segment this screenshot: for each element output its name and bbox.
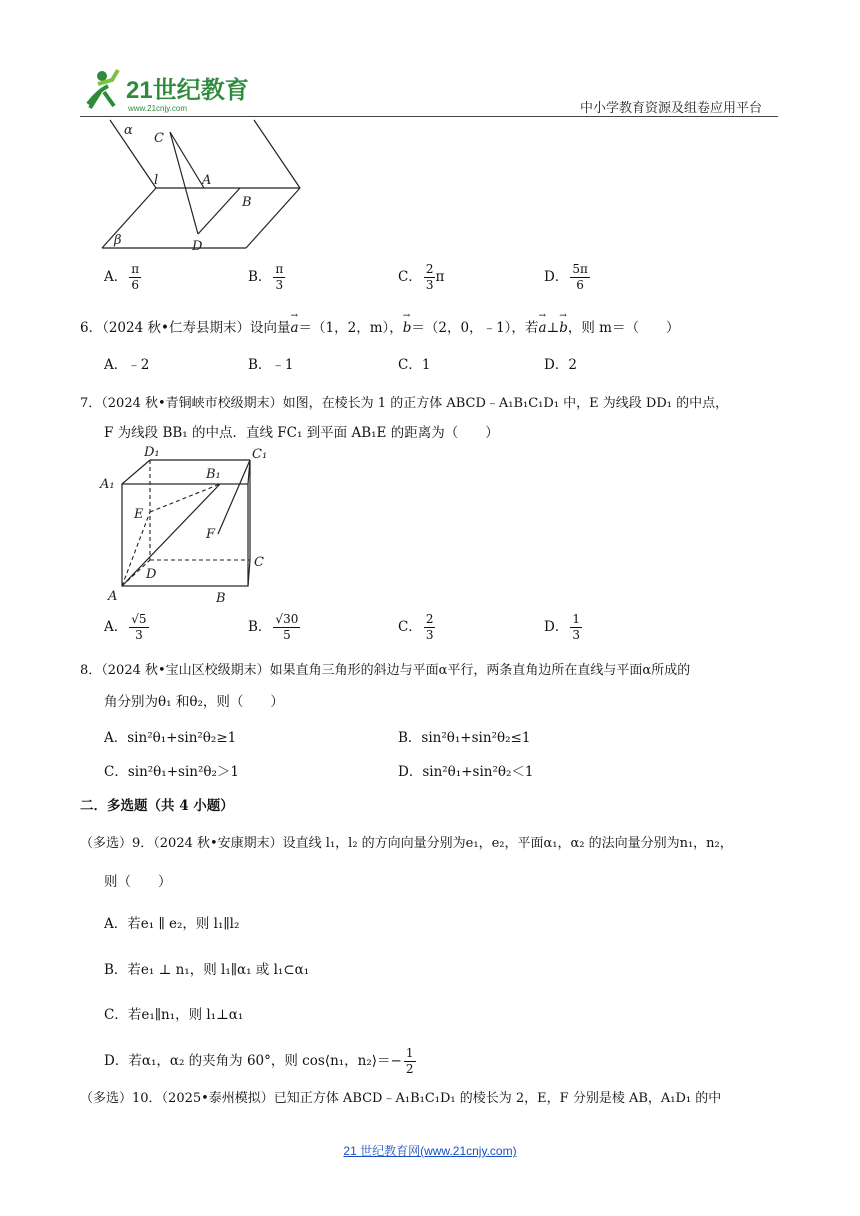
cube-front-face bbox=[122, 484, 248, 586]
q7-option-a[interactable]: A． $\frac{√5}{3}$ bbox=[104, 612, 147, 642]
fig1-label: C bbox=[154, 131, 164, 146]
cube-edge bbox=[122, 460, 150, 484]
fig1-segment-DB bbox=[198, 188, 240, 234]
fig1-edge bbox=[102, 188, 156, 248]
cube-label: D₁ bbox=[144, 445, 160, 460]
segment-EB1 bbox=[150, 484, 220, 512]
site-logo bbox=[78, 66, 258, 114]
q6-option-d[interactable]: D．2 bbox=[544, 357, 577, 373]
cube-label: C₁ bbox=[252, 447, 268, 462]
q10-stem-line1: （多选）10．（2025•泰州模拟）已知正方体 ABCD﹣A₁B₁C₁D₁ 的棱长为 2，E，F 分别是棱 AB，A₁D₁ 的中 bbox=[80, 1091, 722, 1106]
q8-stem-line1: 8．（2024 秋•宝山区校级期末）如果直角三角形的斜边与平面α平行，两条直角边所在直线与平面α所成的 bbox=[80, 663, 691, 678]
cube-label: E bbox=[134, 507, 144, 522]
cube-label: A bbox=[108, 589, 118, 604]
fig1-label: l bbox=[154, 173, 159, 188]
fig1-segment-CD bbox=[170, 132, 198, 234]
logo-text: 21世纪教育 bbox=[126, 77, 249, 104]
q7-option-b[interactable]: B． $\frac{√30}{5}$ bbox=[248, 612, 299, 642]
q7-stem-line2: F 为线段 BB₁ 的中点．直线 FC₁ 到平面 AB₁E 的距离为（ ） bbox=[104, 425, 499, 441]
segment-FC1 bbox=[218, 460, 250, 534]
q7-option-c[interactable]: C． $\frac{2}{3}$ bbox=[398, 612, 434, 642]
cube-label: B₁ bbox=[206, 467, 221, 482]
q9-option-c[interactable]: C．若e₁∥n₁，则 l₁⊥α₁ bbox=[104, 1007, 244, 1023]
q7-stem-line1: 7．（2024 秋•青铜峡市校级期末）如图，在棱长为 1 的正方体 ABCD﹣A₁B₁C₁D₁ 中，E 为线段 DD₁ 的中点， bbox=[80, 396, 729, 411]
q8-option-c[interactable]: C．sin²θ₁+sin²θ₂＞1 bbox=[104, 764, 240, 780]
fig1-label: B bbox=[242, 195, 252, 210]
q5-option-a[interactable]: A． $\frac{\pi}{6}$ bbox=[104, 262, 140, 292]
fig1-label: α bbox=[124, 123, 133, 138]
figure-cube bbox=[96, 440, 276, 606]
q6-option-a[interactable]: A．﹣2 bbox=[104, 357, 150, 373]
cube-label: F bbox=[206, 527, 216, 542]
q8-option-b[interactable]: B．sin²θ₁+sin²θ₂≤1 bbox=[398, 730, 531, 746]
cube-label: D bbox=[146, 567, 157, 582]
fig1-label: β bbox=[114, 233, 122, 248]
header-divider bbox=[80, 116, 778, 117]
q9-option-b[interactable]: B．若e₁ ⊥ n₁，则 l₁∥α₁ 或 l₁⊂α₁ bbox=[104, 962, 310, 978]
q7-option-d[interactable]: D． $\frac{1}{3}$ bbox=[544, 612, 580, 642]
q9-option-a[interactable]: A．若e₁ ∥ e₂，则 l₁∥l₂ bbox=[104, 916, 240, 932]
q5-option-c[interactable]: C． $\frac{2}{3}$ π bbox=[398, 262, 445, 292]
q9-stem-line2: 则（ ） bbox=[104, 874, 172, 890]
fig1-label: A bbox=[202, 173, 212, 188]
q6-stem: 6．（2024 秋•仁寿县期末）设向量→ a＝（1，2，m），→ b＝（2，0，﹣1），若→ a⊥→ b，则 m＝（ ） bbox=[80, 316, 679, 336]
q5-option-b[interactable]: B． $\frac{\pi}{3}$ bbox=[248, 262, 284, 292]
fig1-edge bbox=[110, 120, 159, 188]
header-platform-text: 中小学教育资源及组卷应用平台 bbox=[580, 100, 763, 115]
q9-option-d[interactable]: D．若α₁，α₂ 的夹角为 60°，则 cos⟨n₁，n₂⟩＝− $\frac{1}{2}$ bbox=[104, 1046, 414, 1076]
q6-option-b[interactable]: B．﹣1 bbox=[248, 357, 294, 373]
footer-link[interactable]: 21 世纪教育网(www.21cnjy.com) bbox=[343, 1144, 517, 1158]
figure-dihedral bbox=[96, 118, 306, 254]
fig1-edge bbox=[246, 188, 300, 248]
fig1-edge bbox=[254, 120, 300, 188]
q8-stem-line2: 角分别为θ₁ 和θ₂，则（ ） bbox=[104, 694, 284, 710]
cube-label: C bbox=[254, 555, 264, 570]
cube-label: A₁ bbox=[100, 477, 115, 492]
q9-stem-line1: （多选）9．（2024 秋•安康期末）设直线 l₁，l₂ 的方向向量分别为e₁，e₂，平面α₁，α₂ 的法向量分别为n₁，n₂， bbox=[80, 836, 733, 851]
fig1-label: D bbox=[192, 239, 203, 254]
q8-option-a[interactable]: A．sin²θ₁+sin²θ₂≥1 bbox=[104, 730, 237, 746]
q5-option-d[interactable]: D． $\frac{5\pi}{6}$ bbox=[544, 262, 588, 292]
fig1-segment-CA bbox=[170, 132, 204, 188]
logo-url: www.21cnjy.com bbox=[128, 104, 187, 113]
q8-option-d[interactable]: D．sin²θ₁+sin²θ₂＜1 bbox=[398, 764, 534, 780]
section-title-multi: 二．多选题（共 4 小题） bbox=[80, 798, 234, 814]
cube-label: B bbox=[216, 591, 226, 606]
q6-option-c[interactable]: C．1 bbox=[398, 357, 431, 373]
